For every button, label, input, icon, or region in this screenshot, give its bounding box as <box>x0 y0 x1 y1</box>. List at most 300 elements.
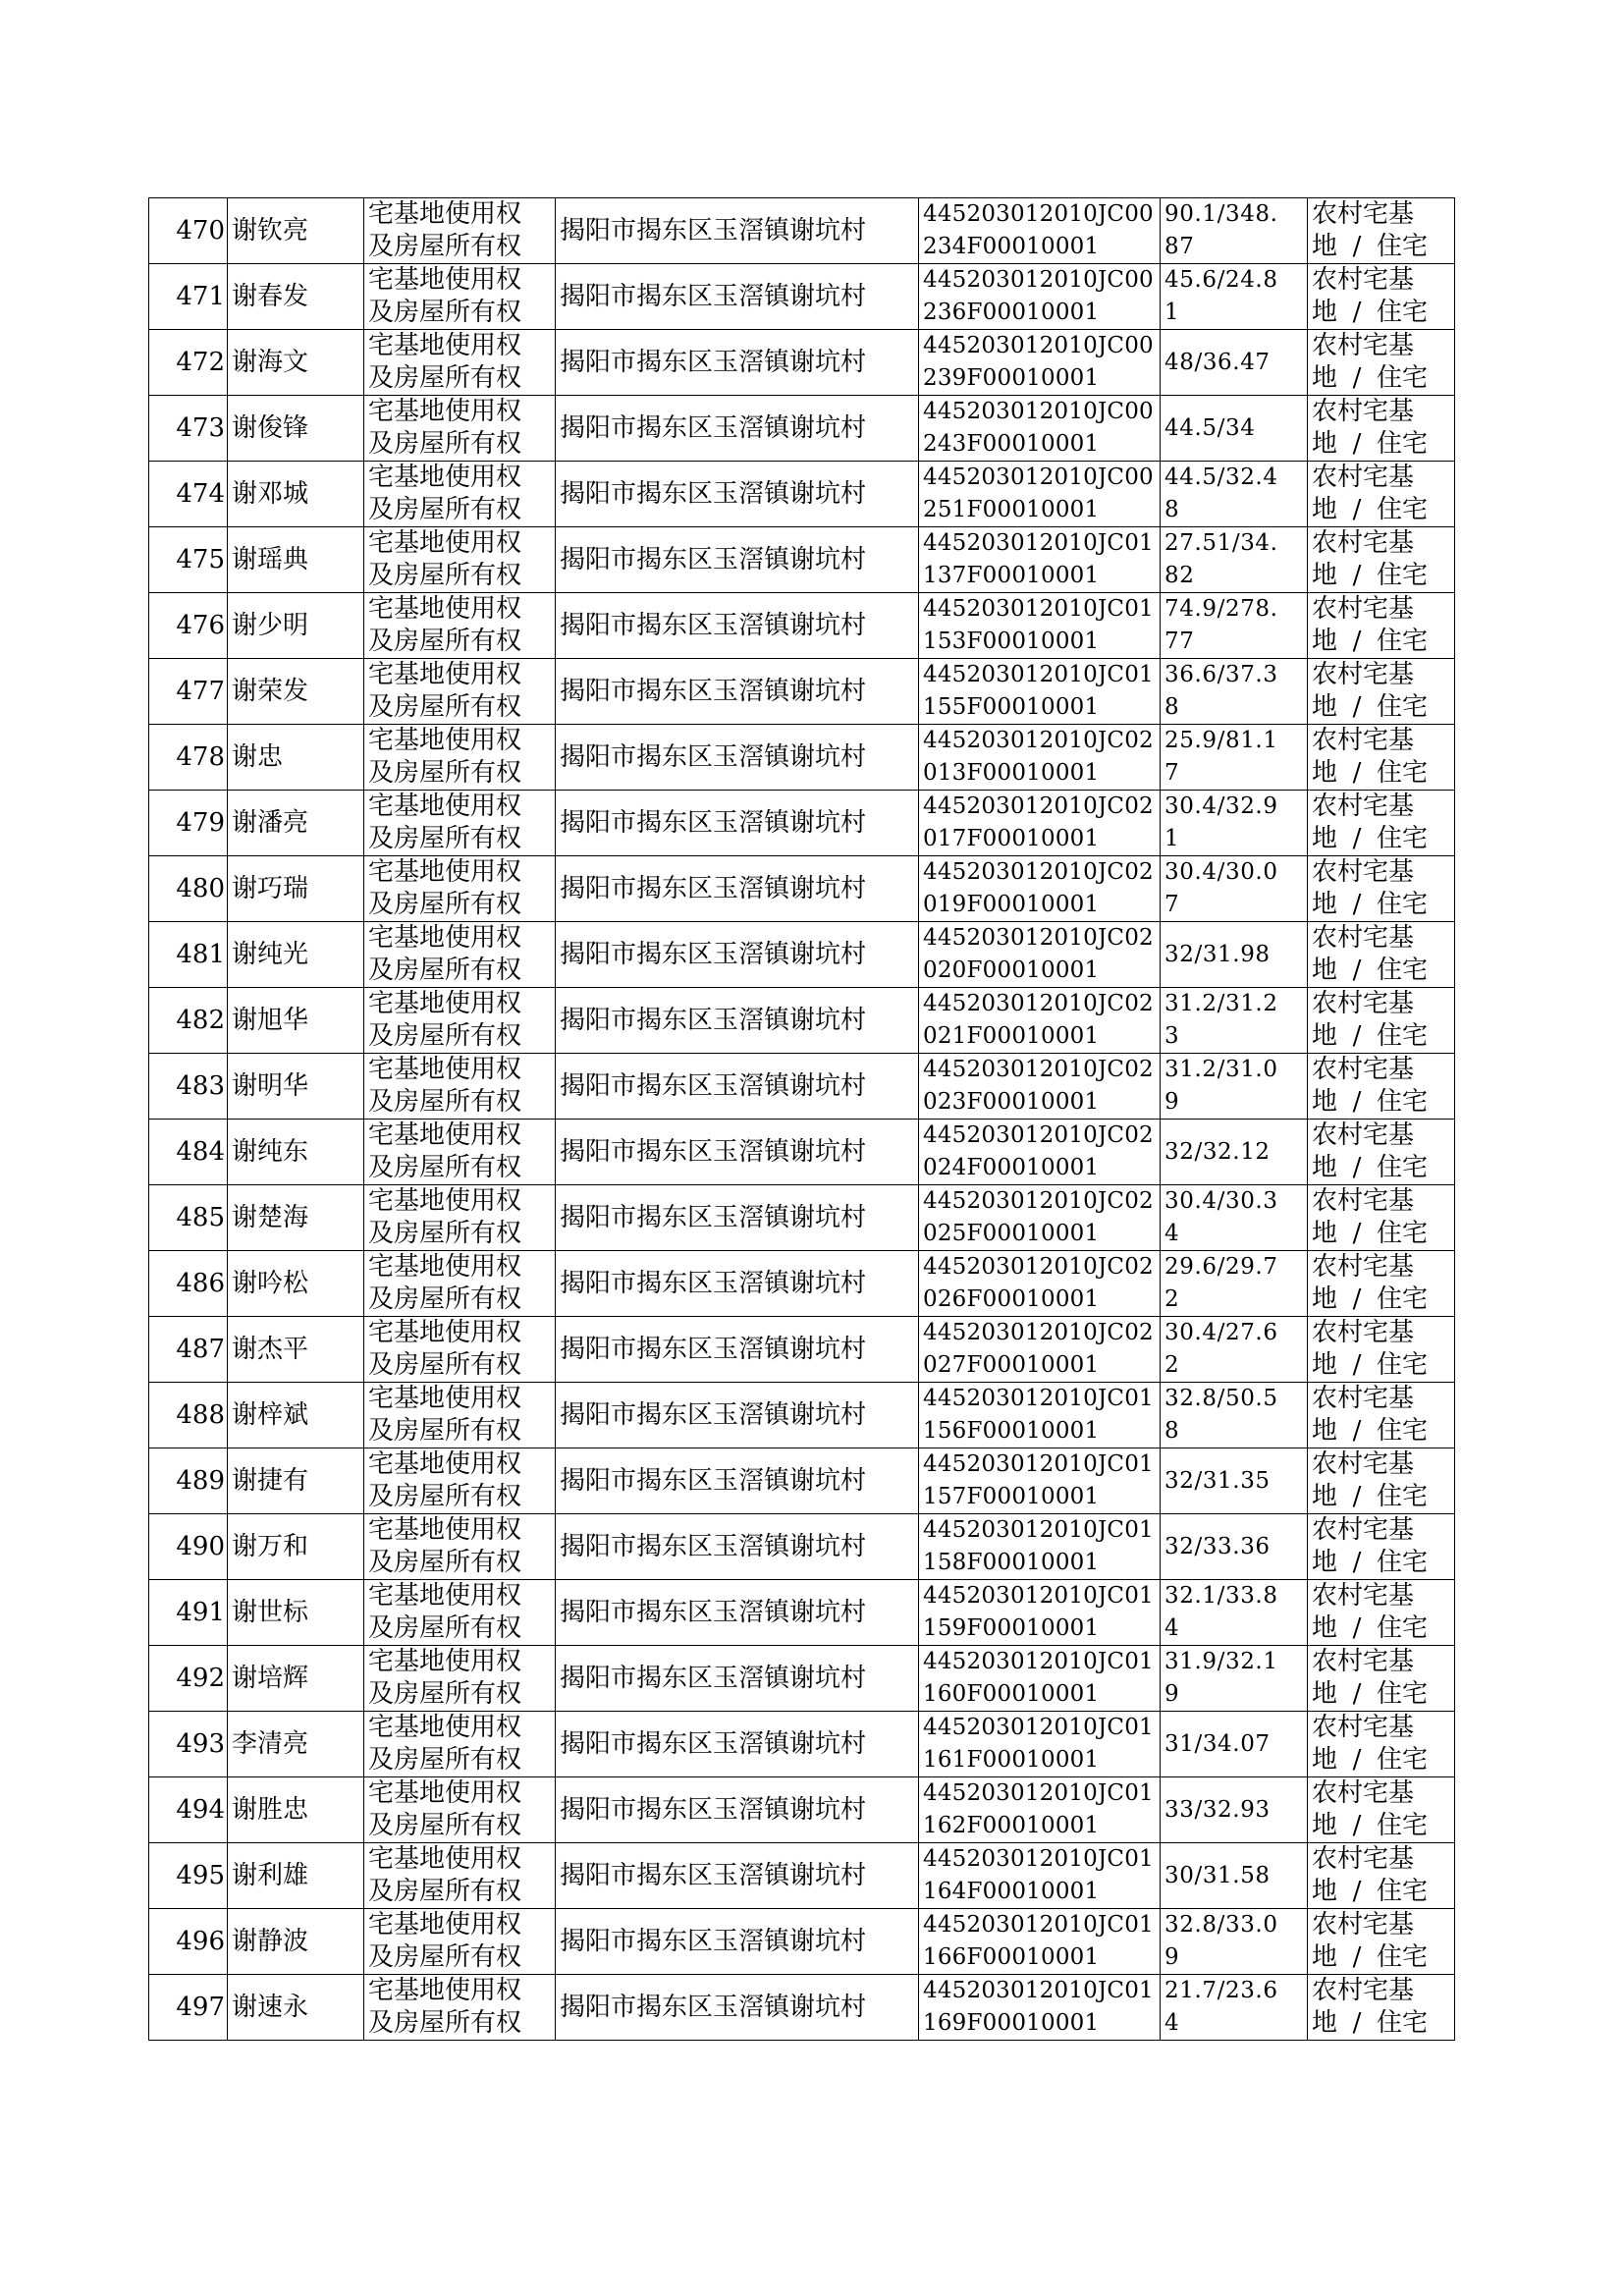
owner-name: 谢海文 <box>228 330 364 396</box>
land-use-line: 农村宅基 <box>1312 331 1415 360</box>
owner-name: 谢楚海 <box>228 1185 364 1251</box>
land-use-line: 农村宅基 <box>1312 265 1415 295</box>
row-number: 492 <box>149 1646 228 1712</box>
unit-code-line: 445203012010JC01 <box>923 1846 1154 1872</box>
land-use-part: 地 <box>1312 2008 1338 2038</box>
separator: / <box>1352 1877 1362 1906</box>
right-type-line: 及房屋所有权 <box>368 1219 522 1248</box>
unit-code-line: 162F00010001 <box>923 1813 1100 1838</box>
owner-name: 谢瑶典 <box>228 527 364 593</box>
land-use-line: 农村宅基 <box>1312 1844 1415 1874</box>
right-type <box>364 396 556 462</box>
land-use-part: 住宅 <box>1377 627 1429 656</box>
table-row <box>149 988 1455 1054</box>
area <box>1161 1646 1308 1712</box>
land-use-part: 住宅 <box>1377 1153 1429 1182</box>
right-type-line: 及房屋所有权 <box>368 956 522 985</box>
land-use-line: 农村宅基 <box>1312 1252 1415 1282</box>
land-use-part: 住宅 <box>1377 363 1429 393</box>
row-number: 471 <box>149 264 228 330</box>
right-type <box>364 198 556 264</box>
right-type <box>364 1580 556 1646</box>
row-number: 491 <box>149 1580 228 1646</box>
right-type-line: 及房屋所有权 <box>368 363 522 393</box>
land-use-part: 地 <box>1312 1021 1338 1051</box>
location: 揭阳市揭东区玉滘镇谢坑村 <box>556 1054 919 1120</box>
unit-code-line: 024F00010001 <box>923 1155 1100 1180</box>
area-line: 30.4/27.6 <box>1164 1320 1278 1345</box>
right-type-line: 及房屋所有权 <box>368 1877 522 1906</box>
row-number: 476 <box>149 593 228 659</box>
land-use <box>1308 396 1455 462</box>
row-number: 486 <box>149 1251 228 1317</box>
right-type-line: 及房屋所有权 <box>368 824 522 853</box>
area-line: 32.8/33.0 <box>1164 1912 1278 1938</box>
right-type-line: 宅基地使用权 <box>368 923 522 953</box>
land-use-part: 地 <box>1312 1745 1338 1775</box>
unit-code <box>919 1448 1161 1514</box>
area-line: 31.2/31.2 <box>1164 991 1278 1016</box>
land-use <box>1308 462 1455 527</box>
land-use-line: 农村宅基 <box>1312 1384 1415 1413</box>
land-use-line: 农村宅基 <box>1312 1778 1415 1808</box>
unit-code <box>919 1646 1161 1712</box>
land-use-line: 农村宅基 <box>1312 528 1415 558</box>
location: 揭阳市揭东区玉滘镇谢坑村 <box>556 1909 919 1975</box>
table-row <box>149 264 1455 330</box>
land-use <box>1308 330 1455 396</box>
land-use-line: 农村宅基 <box>1312 1449 1415 1479</box>
separator: / <box>1352 298 1362 327</box>
row-number: 474 <box>149 462 228 527</box>
area <box>1161 1777 1308 1843</box>
land-use-line: 农村宅基 <box>1312 792 1415 821</box>
area-line: 7 <box>1164 892 1180 917</box>
right-type-line: 及房屋所有权 <box>368 890 522 919</box>
land-use-part: 住宅 <box>1377 2008 1429 2038</box>
owner-name: 谢梓斌 <box>228 1383 364 1448</box>
unit-code-line: 445203012010JC01 <box>923 1715 1154 1740</box>
unit-code-line: 445203012010JC02 <box>923 793 1154 819</box>
unit-code-line: 157F00010001 <box>923 1484 1100 1509</box>
unit-code-line: 445203012010JC01 <box>923 1780 1154 1806</box>
table-row <box>149 1514 1455 1580</box>
owner-name: 谢春发 <box>228 264 364 330</box>
unit-code <box>919 856 1161 922</box>
table-row <box>149 462 1455 527</box>
unit-code <box>919 396 1161 462</box>
area-line: 31/34.07 <box>1164 1730 1271 1757</box>
location: 揭阳市揭东区玉滘镇谢坑村 <box>556 791 919 856</box>
land-use-line <box>1312 1481 1454 1513</box>
right-type <box>364 1185 556 1251</box>
land-use-line <box>1312 297 1454 329</box>
land-use-part: 住宅 <box>1377 1942 1429 1972</box>
right-type <box>364 1712 556 1777</box>
row-number: 484 <box>149 1120 228 1185</box>
unit-code-line: 445203012010JC01 <box>923 530 1154 556</box>
right-type-line: 及房屋所有权 <box>368 298 522 327</box>
area-line: 82 <box>1164 563 1195 588</box>
area <box>1161 264 1308 330</box>
right-type <box>364 1251 556 1317</box>
right-type-line: 及房屋所有权 <box>368 1548 522 1577</box>
right-type-line: 及房屋所有权 <box>368 429 522 459</box>
land-use <box>1308 198 1455 264</box>
separator: / <box>1352 1548 1362 1577</box>
table-row <box>149 1909 1455 1975</box>
unit-code-line: 020F00010001 <box>923 957 1100 983</box>
area-line: 4 <box>1164 1615 1180 1641</box>
land-use-line <box>1312 494 1454 526</box>
land-use <box>1308 725 1455 791</box>
land-use-part: 住宅 <box>1377 561 1429 590</box>
table-row <box>149 1646 1455 1712</box>
right-type-line: 及房屋所有权 <box>368 495 522 524</box>
area <box>1161 1120 1308 1185</box>
table-row <box>149 725 1455 791</box>
unit-code-line: 445203012010JC00 <box>923 464 1154 490</box>
land-use-line <box>1312 1415 1454 1448</box>
land-use-line <box>1312 1152 1454 1184</box>
unit-code <box>919 1909 1161 1975</box>
location: 揭阳市揭东区玉滘镇谢坑村 <box>556 330 919 396</box>
area-line: 30.4/32.9 <box>1164 793 1278 819</box>
right-type <box>364 527 556 593</box>
right-type <box>364 1054 556 1120</box>
land-use-line <box>1312 231 1454 263</box>
unit-code-line: 445203012010JC01 <box>923 1583 1154 1609</box>
owner-name: 谢速永 <box>228 1975 364 2041</box>
area-line: 8 <box>1164 1418 1180 1444</box>
right-type-line: 宅基地使用权 <box>368 199 522 229</box>
row-number: 496 <box>149 1909 228 1975</box>
land-use-part: 住宅 <box>1377 1021 1429 1051</box>
unit-code <box>919 1383 1161 1448</box>
area <box>1161 1975 1308 2041</box>
land-use-line: 农村宅基 <box>1312 1910 1415 1940</box>
land-use-line <box>1312 1941 1454 1974</box>
location: 揭阳市揭东区玉滘镇谢坑村 <box>556 1251 919 1317</box>
unit-code-line: 166F00010001 <box>923 1944 1100 1970</box>
right-type-line: 宅基地使用权 <box>368 1713 522 1742</box>
right-type-line: 及房屋所有权 <box>368 1087 522 1117</box>
unit-code <box>919 922 1161 988</box>
right-type-line: 宅基地使用权 <box>368 528 522 558</box>
area-line: 32/31.98 <box>1164 941 1271 967</box>
separator: / <box>1352 1679 1362 1709</box>
row-number: 472 <box>149 330 228 396</box>
separator: / <box>1352 232 1362 261</box>
area-line: 31.2/31.0 <box>1164 1057 1278 1082</box>
table-row <box>149 198 1455 264</box>
land-use-line: 农村宅基 <box>1312 1581 1415 1611</box>
right-type <box>364 1777 556 1843</box>
row-number: 473 <box>149 396 228 462</box>
land-use <box>1308 1317 1455 1383</box>
area <box>1161 527 1308 593</box>
area <box>1161 1054 1308 1120</box>
land-use-part: 住宅 <box>1377 429 1429 459</box>
right-type-line: 及房屋所有权 <box>368 627 522 656</box>
unit-code-line: 161F00010001 <box>923 1747 1100 1773</box>
unit-code-line: 159F00010001 <box>923 1615 1100 1641</box>
separator: / <box>1352 1482 1362 1511</box>
unit-code-line: 251F00010001 <box>923 497 1100 522</box>
unit-code <box>919 1120 1161 1185</box>
land-use-line <box>1312 1020 1454 1053</box>
land-use <box>1308 264 1455 330</box>
area-line: 25.9/81.1 <box>1164 728 1278 753</box>
right-type-line: 宅基地使用权 <box>368 331 522 360</box>
unit-code-line: 013F00010001 <box>923 760 1100 786</box>
unit-code <box>919 1843 1161 1909</box>
land-use-line: 农村宅基 <box>1312 1976 1415 2005</box>
unit-code-line: 017F00010001 <box>923 826 1100 851</box>
area-line: 44.5/32.4 <box>1164 464 1278 490</box>
row-number: 497 <box>149 1975 228 2041</box>
table-row <box>149 1712 1455 1777</box>
location: 揭阳市揭东区玉滘镇谢坑村 <box>556 1383 919 1448</box>
unit-code-line: 137F00010001 <box>923 563 1100 588</box>
owner-name: 谢明华 <box>228 1054 364 1120</box>
area-line: 8 <box>1164 694 1180 720</box>
area-line: 87 <box>1164 234 1195 259</box>
location: 揭阳市揭东区玉滘镇谢坑村 <box>556 1712 919 1777</box>
table-row <box>149 1251 1455 1317</box>
land-use-part: 地 <box>1312 1219 1338 1248</box>
separator: / <box>1352 956 1362 985</box>
unit-code-line: 445203012010JC01 <box>923 1451 1154 1477</box>
table-row <box>149 1185 1455 1251</box>
land-use-part: 住宅 <box>1377 956 1429 985</box>
right-type-line: 及房屋所有权 <box>368 1745 522 1775</box>
right-type-line: 及房屋所有权 <box>368 1679 522 1709</box>
land-use-part: 住宅 <box>1377 890 1429 919</box>
right-type-line: 及房屋所有权 <box>368 1482 522 1511</box>
unit-code-line: 445203012010JC02 <box>923 1122 1154 1148</box>
land-use-part: 地 <box>1312 1284 1338 1314</box>
unit-code-line: 445203012010JC02 <box>923 1320 1154 1345</box>
land-use-line: 农村宅基 <box>1312 1186 1415 1216</box>
unit-code-line: 156F00010001 <box>923 1418 1100 1444</box>
right-type-line: 及房屋所有权 <box>368 758 522 788</box>
separator: / <box>1352 1613 1362 1643</box>
land-use-part: 地 <box>1312 1811 1338 1840</box>
land-use-part: 地 <box>1312 956 1338 985</box>
row-number: 482 <box>149 988 228 1054</box>
unit-code-line: 027F00010001 <box>923 1352 1100 1378</box>
unit-code <box>919 1580 1161 1646</box>
area-line: 44.5/34 <box>1164 414 1256 441</box>
owner-name: 谢杰平 <box>228 1317 364 1383</box>
land-use <box>1308 1843 1455 1909</box>
unit-code-line: 445203012010JC01 <box>923 596 1154 622</box>
area-line: 4 <box>1164 1221 1180 1246</box>
location: 揭阳市揭东区玉滘镇谢坑村 <box>556 988 919 1054</box>
unit-code <box>919 1185 1161 1251</box>
unit-code <box>919 1975 1161 2041</box>
land-use <box>1308 856 1455 922</box>
area-line: 9 <box>1164 1944 1180 1970</box>
owner-name: 谢潘亮 <box>228 791 364 856</box>
unit-code-line: 445203012010JC01 <box>923 1517 1154 1543</box>
land-use-line <box>1312 1810 1454 1842</box>
location: 揭阳市揭东区玉滘镇谢坑村 <box>556 1120 919 1185</box>
land-use-part: 住宅 <box>1377 1811 1429 1840</box>
right-type <box>364 1383 556 1448</box>
owner-name: 谢荣发 <box>228 659 364 725</box>
right-type <box>364 264 556 330</box>
area-line: 48/36.47 <box>1164 349 1271 375</box>
unit-code <box>919 1317 1161 1383</box>
land-use-line: 农村宅基 <box>1312 199 1415 229</box>
area-line: 32/33.36 <box>1164 1533 1271 1559</box>
right-type-line: 及房屋所有权 <box>368 1153 522 1182</box>
area-line: 30/31.58 <box>1164 1862 1271 1888</box>
area-line: 31.9/32.1 <box>1164 1649 1278 1674</box>
right-type <box>364 1843 556 1909</box>
area-line: 9 <box>1164 1681 1180 1707</box>
unit-code-line: 169F00010001 <box>923 2010 1100 2036</box>
area-line: 8 <box>1164 497 1180 522</box>
land-use-part: 住宅 <box>1377 495 1429 524</box>
location: 揭阳市揭东区玉滘镇谢坑村 <box>556 1975 919 2041</box>
table-row <box>149 1580 1455 1646</box>
land-use-line <box>1312 1218 1454 1250</box>
unit-code-line: 236F00010001 <box>923 300 1100 325</box>
land-use-line <box>1312 560 1454 592</box>
unit-code-line: 445203012010JC00 <box>923 201 1154 227</box>
unit-code-line: 155F00010001 <box>923 694 1100 720</box>
land-use-part: 地 <box>1312 298 1338 327</box>
land-use <box>1308 659 1455 725</box>
unit-code-line: 445203012010JC01 <box>923 1649 1154 1674</box>
owner-name: 谢忠 <box>228 725 364 791</box>
unit-code-line: 160F00010001 <box>923 1681 1100 1707</box>
right-type-line: 宅基地使用权 <box>368 1252 522 1282</box>
land-use-line: 农村宅基 <box>1312 1120 1415 1150</box>
unit-code-line: 445203012010JC00 <box>923 333 1154 358</box>
location: 揭阳市揭东区玉滘镇谢坑村 <box>556 1843 919 1909</box>
area <box>1161 1843 1308 1909</box>
separator: / <box>1352 2008 1362 2038</box>
separator: / <box>1352 758 1362 788</box>
land-use-line <box>1312 691 1454 724</box>
area-line: 77 <box>1164 628 1195 654</box>
table-row <box>149 1843 1455 1909</box>
right-type-line: 及房屋所有权 <box>368 692 522 722</box>
owner-name: 谢静波 <box>228 1909 364 1975</box>
table-body <box>149 198 1455 2041</box>
land-use-line <box>1312 757 1454 790</box>
location: 揭阳市揭东区玉滘镇谢坑村 <box>556 462 919 527</box>
land-use-line <box>1312 1547 1454 1579</box>
land-use <box>1308 988 1455 1054</box>
right-type-line: 及房屋所有权 <box>368 232 522 261</box>
separator: / <box>1352 1745 1362 1775</box>
area <box>1161 462 1308 527</box>
unit-code <box>919 1054 1161 1120</box>
location: 揭阳市揭东区玉滘镇谢坑村 <box>556 264 919 330</box>
row-number: 470 <box>149 198 228 264</box>
area <box>1161 1712 1308 1777</box>
location: 揭阳市揭东区玉滘镇谢坑村 <box>556 856 919 922</box>
land-use-part: 地 <box>1312 1350 1338 1380</box>
right-type <box>364 330 556 396</box>
separator: / <box>1352 1153 1362 1182</box>
land-use-part: 住宅 <box>1377 1087 1429 1117</box>
right-type-line: 宅基地使用权 <box>368 1581 522 1611</box>
table-row <box>149 330 1455 396</box>
table-row <box>149 659 1455 725</box>
area-line: 2 <box>1164 1286 1180 1312</box>
separator: / <box>1352 1021 1362 1051</box>
right-type-line: 及房屋所有权 <box>368 2008 522 2038</box>
area-line: 4 <box>1164 2010 1180 2036</box>
location: 揭阳市揭东区玉滘镇谢坑村 <box>556 396 919 462</box>
separator: / <box>1352 1811 1362 1840</box>
location: 揭阳市揭东区玉滘镇谢坑村 <box>556 1580 919 1646</box>
owner-name: 谢巧瑞 <box>228 856 364 922</box>
land-use-line <box>1312 1678 1454 1711</box>
land-use <box>1308 1712 1455 1777</box>
unit-code-line: 023F00010001 <box>923 1089 1100 1115</box>
area-line: 33/32.93 <box>1164 1796 1271 1823</box>
land-use-line <box>1312 362 1454 395</box>
right-type-line: 及房屋所有权 <box>368 1284 522 1314</box>
area <box>1161 856 1308 922</box>
land-use <box>1308 1777 1455 1843</box>
land-use-line <box>1312 1744 1454 1776</box>
right-type-line: 宅基地使用权 <box>368 1120 522 1150</box>
land-use <box>1308 1514 1455 1580</box>
right-type <box>364 988 556 1054</box>
owner-name: 谢世标 <box>228 1580 364 1646</box>
owner-name: 谢邓城 <box>228 462 364 527</box>
unit-code-line: 445203012010JC01 <box>923 662 1154 687</box>
land-use-part: 地 <box>1312 429 1338 459</box>
unit-code <box>919 330 1161 396</box>
unit-code-line: 445203012010JC02 <box>923 859 1154 885</box>
table-row <box>149 1383 1455 1448</box>
area <box>1161 988 1308 1054</box>
separator: / <box>1352 1350 1362 1380</box>
row-number: 487 <box>149 1317 228 1383</box>
separator: / <box>1352 1219 1362 1248</box>
location: 揭阳市揭东区玉滘镇谢坑村 <box>556 1448 919 1514</box>
land-use <box>1308 527 1455 593</box>
land-use-part: 地 <box>1312 1548 1338 1577</box>
separator: / <box>1352 1087 1362 1117</box>
area <box>1161 922 1308 988</box>
right-type-line: 宅基地使用权 <box>368 792 522 821</box>
right-type-line: 及房屋所有权 <box>368 561 522 590</box>
unit-code <box>919 1514 1161 1580</box>
land-use-line <box>1312 955 1454 987</box>
right-type-line: 宅基地使用权 <box>368 1976 522 2005</box>
unit-code-line: 026F00010001 <box>923 1286 1100 1312</box>
land-use-line: 农村宅基 <box>1312 923 1415 953</box>
land-use-line: 农村宅基 <box>1312 1055 1415 1084</box>
area <box>1161 396 1308 462</box>
unit-code <box>919 1712 1161 1777</box>
location: 揭阳市揭东区玉滘镇谢坑村 <box>556 1646 919 1712</box>
unit-code <box>919 264 1161 330</box>
owner-name: 谢培辉 <box>228 1646 364 1712</box>
unit-code <box>919 725 1161 791</box>
area <box>1161 725 1308 791</box>
